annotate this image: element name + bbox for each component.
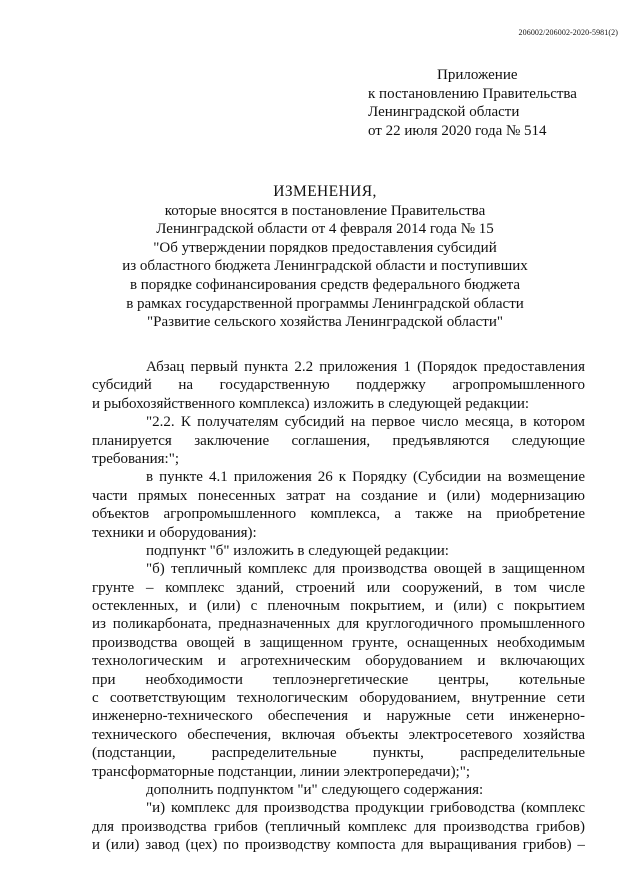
body-text-line: из поликарбоната, предназначенных для круглогодичного промышленного <box>92 616 585 633</box>
body-text-line: и рыбохозяйственного комплекса) изложить в следующей редакции: <box>92 395 530 412</box>
appendix-line: к постановлению Правительства <box>368 85 577 102</box>
body-text-line: технологическим и агротехническим оборудованием и включающих <box>92 653 585 670</box>
body-text-line: и (или) завод (цех) по производству компоста для выращивания грибов) – <box>92 837 585 854</box>
body-text-line: с соответствующим технологическим оборудованием, внутренние сети <box>92 690 585 707</box>
body-text-line: подпункт "б" изложить в следующей редакции: <box>146 542 449 559</box>
subtitle-line: "Развитие сельского хозяйства Ленинградской области" <box>147 314 503 331</box>
body-text-line: технического обеспечения, включая объекты электросетевого хозяйства <box>92 726 585 743</box>
appendix-line: Ленинградской области <box>368 104 520 120</box>
appendix-line: от 22 июля 2020 года № 514 <box>368 122 547 139</box>
document-title-block <box>70 183 580 332</box>
body-text-line: планируется заключение соглашения, предъявляются следующие <box>92 432 585 449</box>
body-text-line: при необходимости теплоэнергетические центры, котельные <box>92 671 585 688</box>
body-text-line: Абзац первый пункта 2.2 приложения 1 (Порядок предоставления <box>146 359 585 375</box>
body-text-line: грунте – комплекс зданий, строений или сооружений, в том числе <box>92 579 585 596</box>
subtitle-line: в порядке софинансирования средств федерального бюджета <box>129 276 521 293</box>
subtitle-line: которые вносятся в постановление Правительства <box>164 202 486 219</box>
body-text-line: "и) комплекс для производства продукции грибоводства (комплекс <box>146 800 585 817</box>
body-text-line: остекленных, и (или) с пленочным покрытием, и (или) с покрытием <box>92 598 585 615</box>
body-text-line: (подстанции, распределительные пункты, распределительные <box>92 745 585 762</box>
document-body <box>92 358 585 855</box>
body-text-line: дополнить подпунктом "и" следующего содержания: <box>146 781 484 798</box>
body-text-line: "б) тепличный комплекс для производства овощей в защищенном <box>146 561 585 578</box>
body-text-line: части прямых понесенных затрат на создание и (или) модернизацию <box>92 487 585 504</box>
body-text-line: требования:"; <box>92 450 179 467</box>
body-text-line: производства овощей в защищенном грунте, оснащенных необходимым <box>92 634 585 651</box>
body-text-line: трансформаторные подстанции, линии электропередачи);"; <box>92 763 471 780</box>
body-text-line: инженерно-технического обеспечения и наружные сети инженерно- <box>92 708 585 725</box>
body-text-line: техники и оборудования): <box>92 524 257 541</box>
body-text-line: объектов агропромышленного комплекса, а также на приобретение <box>92 506 585 523</box>
body-text-line: "2.2. К получателям субсидий на первое число месяца, в котором <box>146 414 585 431</box>
appendix-line: Приложение <box>437 67 518 83</box>
subtitle-line: "Об утверждении порядков предоставления субсидий <box>153 239 497 256</box>
subtitle-line: Ленинградской области от 4 февраля 2014 года № 15 <box>156 221 494 238</box>
subtitle-line: из областного бюджета Ленинградской области и поступивших <box>122 258 528 275</box>
body-text-line: для производства грибов (тепличный комплекс для производства грибов) <box>92 818 585 835</box>
subtitle-line: в рамках государственной программы Ленинградской области <box>126 295 524 312</box>
body-text-line: в пункте 4.1 приложения 26 к Порядку (Субсидии на возмещение <box>146 469 585 486</box>
document-title: ИЗМЕНЕНИЯ, <box>273 183 377 200</box>
document-registration-code: 206002/206002-2020-5981(2) <box>518 28 618 37</box>
appendix-header <box>368 66 577 140</box>
body-text-line: субсидий на государственную поддержку агропромышленного <box>92 377 585 394</box>
